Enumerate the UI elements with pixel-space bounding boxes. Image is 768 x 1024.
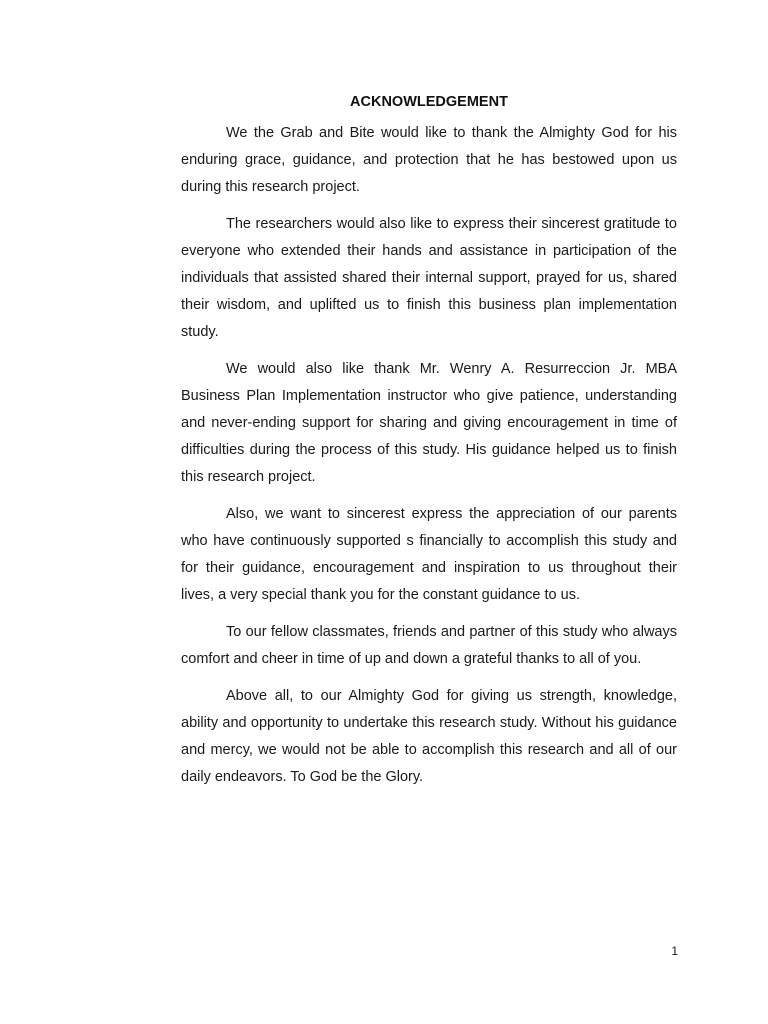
document-body — [181, 92, 677, 801]
paragraph-3: We would also like thank Mr. Wenry A. Resurreccion Jr. MBA Business Plan Implementation instructor who give patience, understanding and never-ending support for sharing and giving encouragement in time of difficulties during the process of this study. His guidance helped us to finish this research project. — [181, 361, 677, 485]
paragraph-5: To our fellow classmates, friends and partner of this study who always comfort and cheer in time of up and down a grateful thanks to all of you. — [181, 624, 677, 667]
paragraph-6: Above all, to our Almighty God for giving us strength, knowledge, ability and opportunity to undertake this research study. Without his guidance and mercy, we would not be able to accomplish this research and all of our daily endeavors. To God be the Glory. — [181, 688, 677, 785]
paragraph-1: We the Grab and Bite would like to thank the Almighty God for his enduring grace, guidance, and protection that he has bestowed upon us during this research project. — [181, 125, 677, 195]
page-number: 1 — [671, 944, 678, 958]
page-title: ACKNOWLEDGEMENT — [350, 94, 508, 110]
paragraph-2: The researchers would also like to express their sincerest gratitude to everyone who extended their hands and assistance in participation of the individuals that assisted shared their internal support, prayed for us, shared their wisdom, and uplifted us to finish this business plan implementation study. — [181, 216, 677, 340]
paragraph-4: Also, we want to sincerest express the appreciation of our parents who have continuously supported s financially to accomplish this study and for their guidance, encouragement and inspiration to us throughout their lives, a very special thank you for the constant guidance to us. — [181, 506, 677, 603]
